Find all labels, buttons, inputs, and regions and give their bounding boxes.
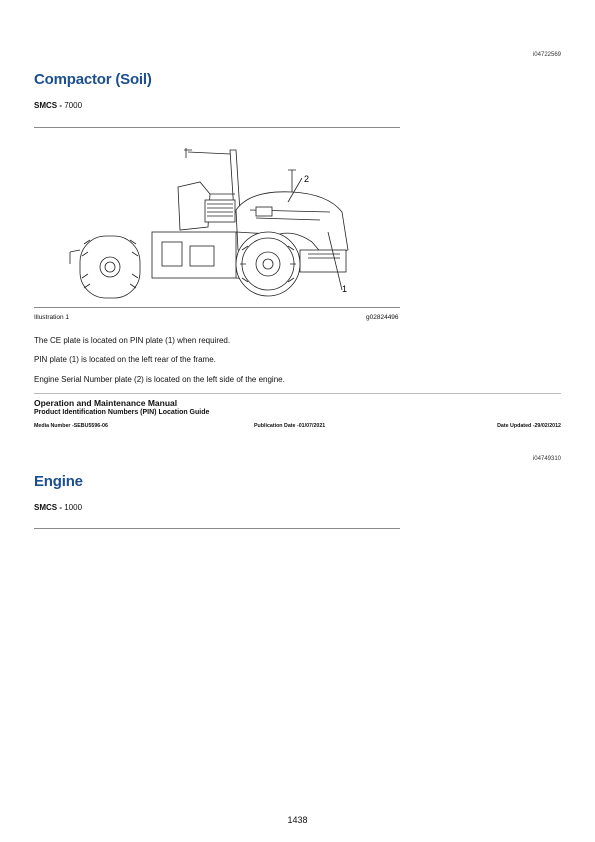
illustration-divider	[34, 307, 400, 308]
divider	[34, 127, 400, 128]
callout-1: 1	[342, 284, 348, 294]
document-id: i04749310	[532, 456, 561, 462]
compactor-illustration	[60, 132, 360, 302]
page-number: 1438	[287, 815, 308, 825]
media-number: Media Number -SEBU5596-06	[34, 423, 108, 429]
smcs-value: 7000	[64, 101, 83, 110]
graphic-id: g02824496	[366, 314, 399, 321]
divider	[34, 528, 400, 529]
section-title: Compactor (Soil)	[34, 71, 152, 88]
smcs-label: SMCS -	[34, 101, 62, 110]
paragraph: PIN plate (1) is located on the left rear of the frame.	[34, 355, 216, 364]
date-updated: Date Updated -29/02/2012	[497, 423, 561, 429]
callout-2: 2	[304, 174, 310, 184]
document-id: i04722569	[532, 52, 561, 58]
paragraph: The CE plate is located on PIN plate (1) when required.	[34, 336, 231, 345]
manual-title: Operation and Maintenance Manual	[34, 398, 178, 408]
section-title: Engine	[34, 473, 83, 490]
compactor-drawing	[60, 132, 360, 302]
paragraph: Engine Serial Number plate (2) is located on the left side of the engine.	[34, 375, 285, 384]
illustration-caption: Illustration 1	[34, 314, 70, 321]
manual-subtitle: Product Identification Numbers (PIN) Location Guide	[34, 409, 210, 416]
smcs-value: 1000	[64, 503, 83, 512]
publication-date: Publication Date -01/07/2021	[254, 423, 326, 429]
footer-divider	[34, 393, 561, 394]
smcs-label: SMCS -	[34, 503, 62, 512]
smcs-code	[34, 503, 82, 512]
smcs-code	[34, 101, 82, 110]
